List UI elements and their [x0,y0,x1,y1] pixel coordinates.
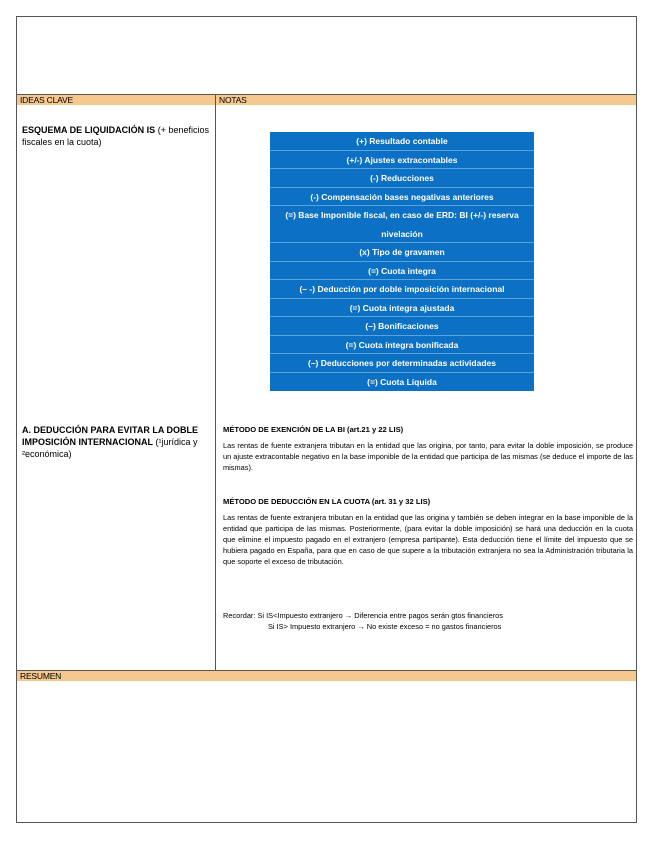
idea-esquema-liquidacion [22,124,212,148]
idea-deduccion-doble-imposicion [22,424,212,460]
metodo-deduccion-text: Las rentas de fuente extranjera tributan en la entidad que las origina y también se deben integrar en la base imponible de la entidad que participa de las mismas. Posteriormente, (para evitar la doble imposición) se hará una deducción en la cuota que elimine el impuesto pagado en el extranjero (empresa partipante). Esta deducción tiene el límite del impuesto que se hubiera pagado en España, para que en caso de que supere a la tributación extranjera no sea la Administración tributaria la que soporte el exceso de tributación. [223,513,633,566]
idea-deduccion-title: A. DEDUCCIÓN PARA EVITAR LA DOBLE IMPOSICIÓN INTERNACIONAL [22,425,199,447]
column-divider [215,94,216,670]
metodo-exencion-title: MÉTODO DE EXENCIÓN DE LA BI (art.21 y 22 LIS) [223,425,404,434]
liquidation-scheme-table [270,132,534,391]
scheme-row: (=) Cuota Líquida [367,376,437,387]
scheme-row: (+) Resultado contable [270,132,534,151]
scheme-row: (=) Cuota integra [270,262,534,281]
scheme-row: (–) Bonificaciones [270,317,534,336]
scheme-row: (=) Cuota integra ajustada [270,299,534,318]
recordar-line-2: Si IS> Impuesto extranjero → No existe exceso = no gastos financieros [268,622,502,631]
scheme-row: (-) Reducciones [270,169,534,188]
scheme-row: (=) Base Imponible fiscal, en caso de ERD: BI (+/-) reserva nivelación [270,206,534,243]
idea-esquema-subtitle: (+ beneficios fiscales en la cuota) [22,125,209,147]
metodo-exencion-text: Las rentas de fuente extranjera tributan en la entidad que las origina, por tanto, para evitar la doble imposición, se produce un ajuste extracontable negativo en la base imponible de la entidad que participa de las mismas (se deduce el importe de las mismas). [223,441,633,472]
idea-deduccion-subtitle: (¹jurídica y ²económica) [22,437,198,459]
metodo-exencion-section [223,424,633,473]
scheme-row: (+/-) Ajustes extracontables [270,151,534,170]
metodo-deduccion-section [223,496,633,567]
idea-esquema-title: ESQUEMA DE LIQUIDACIÓN IS [22,125,156,135]
metodo-deduccion-title: MÉTODO DE DEDUCCIÓN EN LA CUOTA (art. 31 y 32 LIS) [223,497,431,506]
scheme-row: (–) Deducciones por determinadas actividades [270,354,534,373]
header-notas: NOTAS [216,95,636,105]
scheme-row: (x) Tipo de gravamen [270,243,534,262]
scheme-row: (– -) Deducción por doble imposición internacional [270,280,534,299]
recordar-line-1: Recordar: Si IS<Impuesto extranjero → Diferencia entre pagos serán gtos financieros [223,611,503,620]
scheme-row: (-) Compensación bases negativas anteriores [270,188,534,207]
scheme-row: (=) Cuota íntegra bonificada [270,336,534,355]
header-resumen: RESUMEN [17,671,636,681]
header-ideas-clave: IDEAS CLAVE [17,95,215,105]
